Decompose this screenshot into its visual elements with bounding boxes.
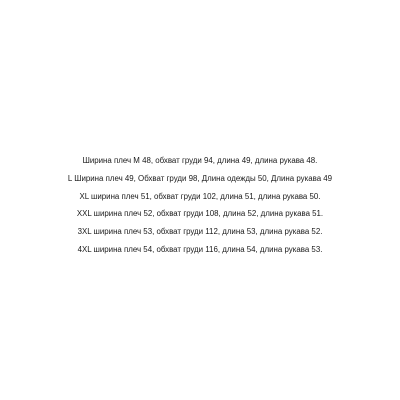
size-line-l: L Ширина плеч 49, Обхват груди 98, Длина одежды 50, Длина рукава 49 bbox=[67, 173, 333, 183]
size-chart-text bbox=[0, 152, 400, 259]
size-line-m: Ширина плеч M 48, обхват груди 94, длина 49, длина рукава 48. bbox=[82, 156, 318, 165]
size-line-xxl: XXL ширина плеч 52, обхват груди 108, длина 52, длина рукава 51. bbox=[76, 209, 324, 219]
size-line-3xl: 3XL ширина плеч 53, обхват груди 112, длина 53, длина рукава 52. bbox=[77, 227, 323, 237]
size-line-4xl: 4XL ширина плеч 54, обхват груди 116, длина 54, длина рукава 53. bbox=[77, 244, 323, 254]
size-line-xl: XL ширина плеч 51, обхват груди 102, длина 51, длина рукава 50. bbox=[79, 191, 321, 201]
